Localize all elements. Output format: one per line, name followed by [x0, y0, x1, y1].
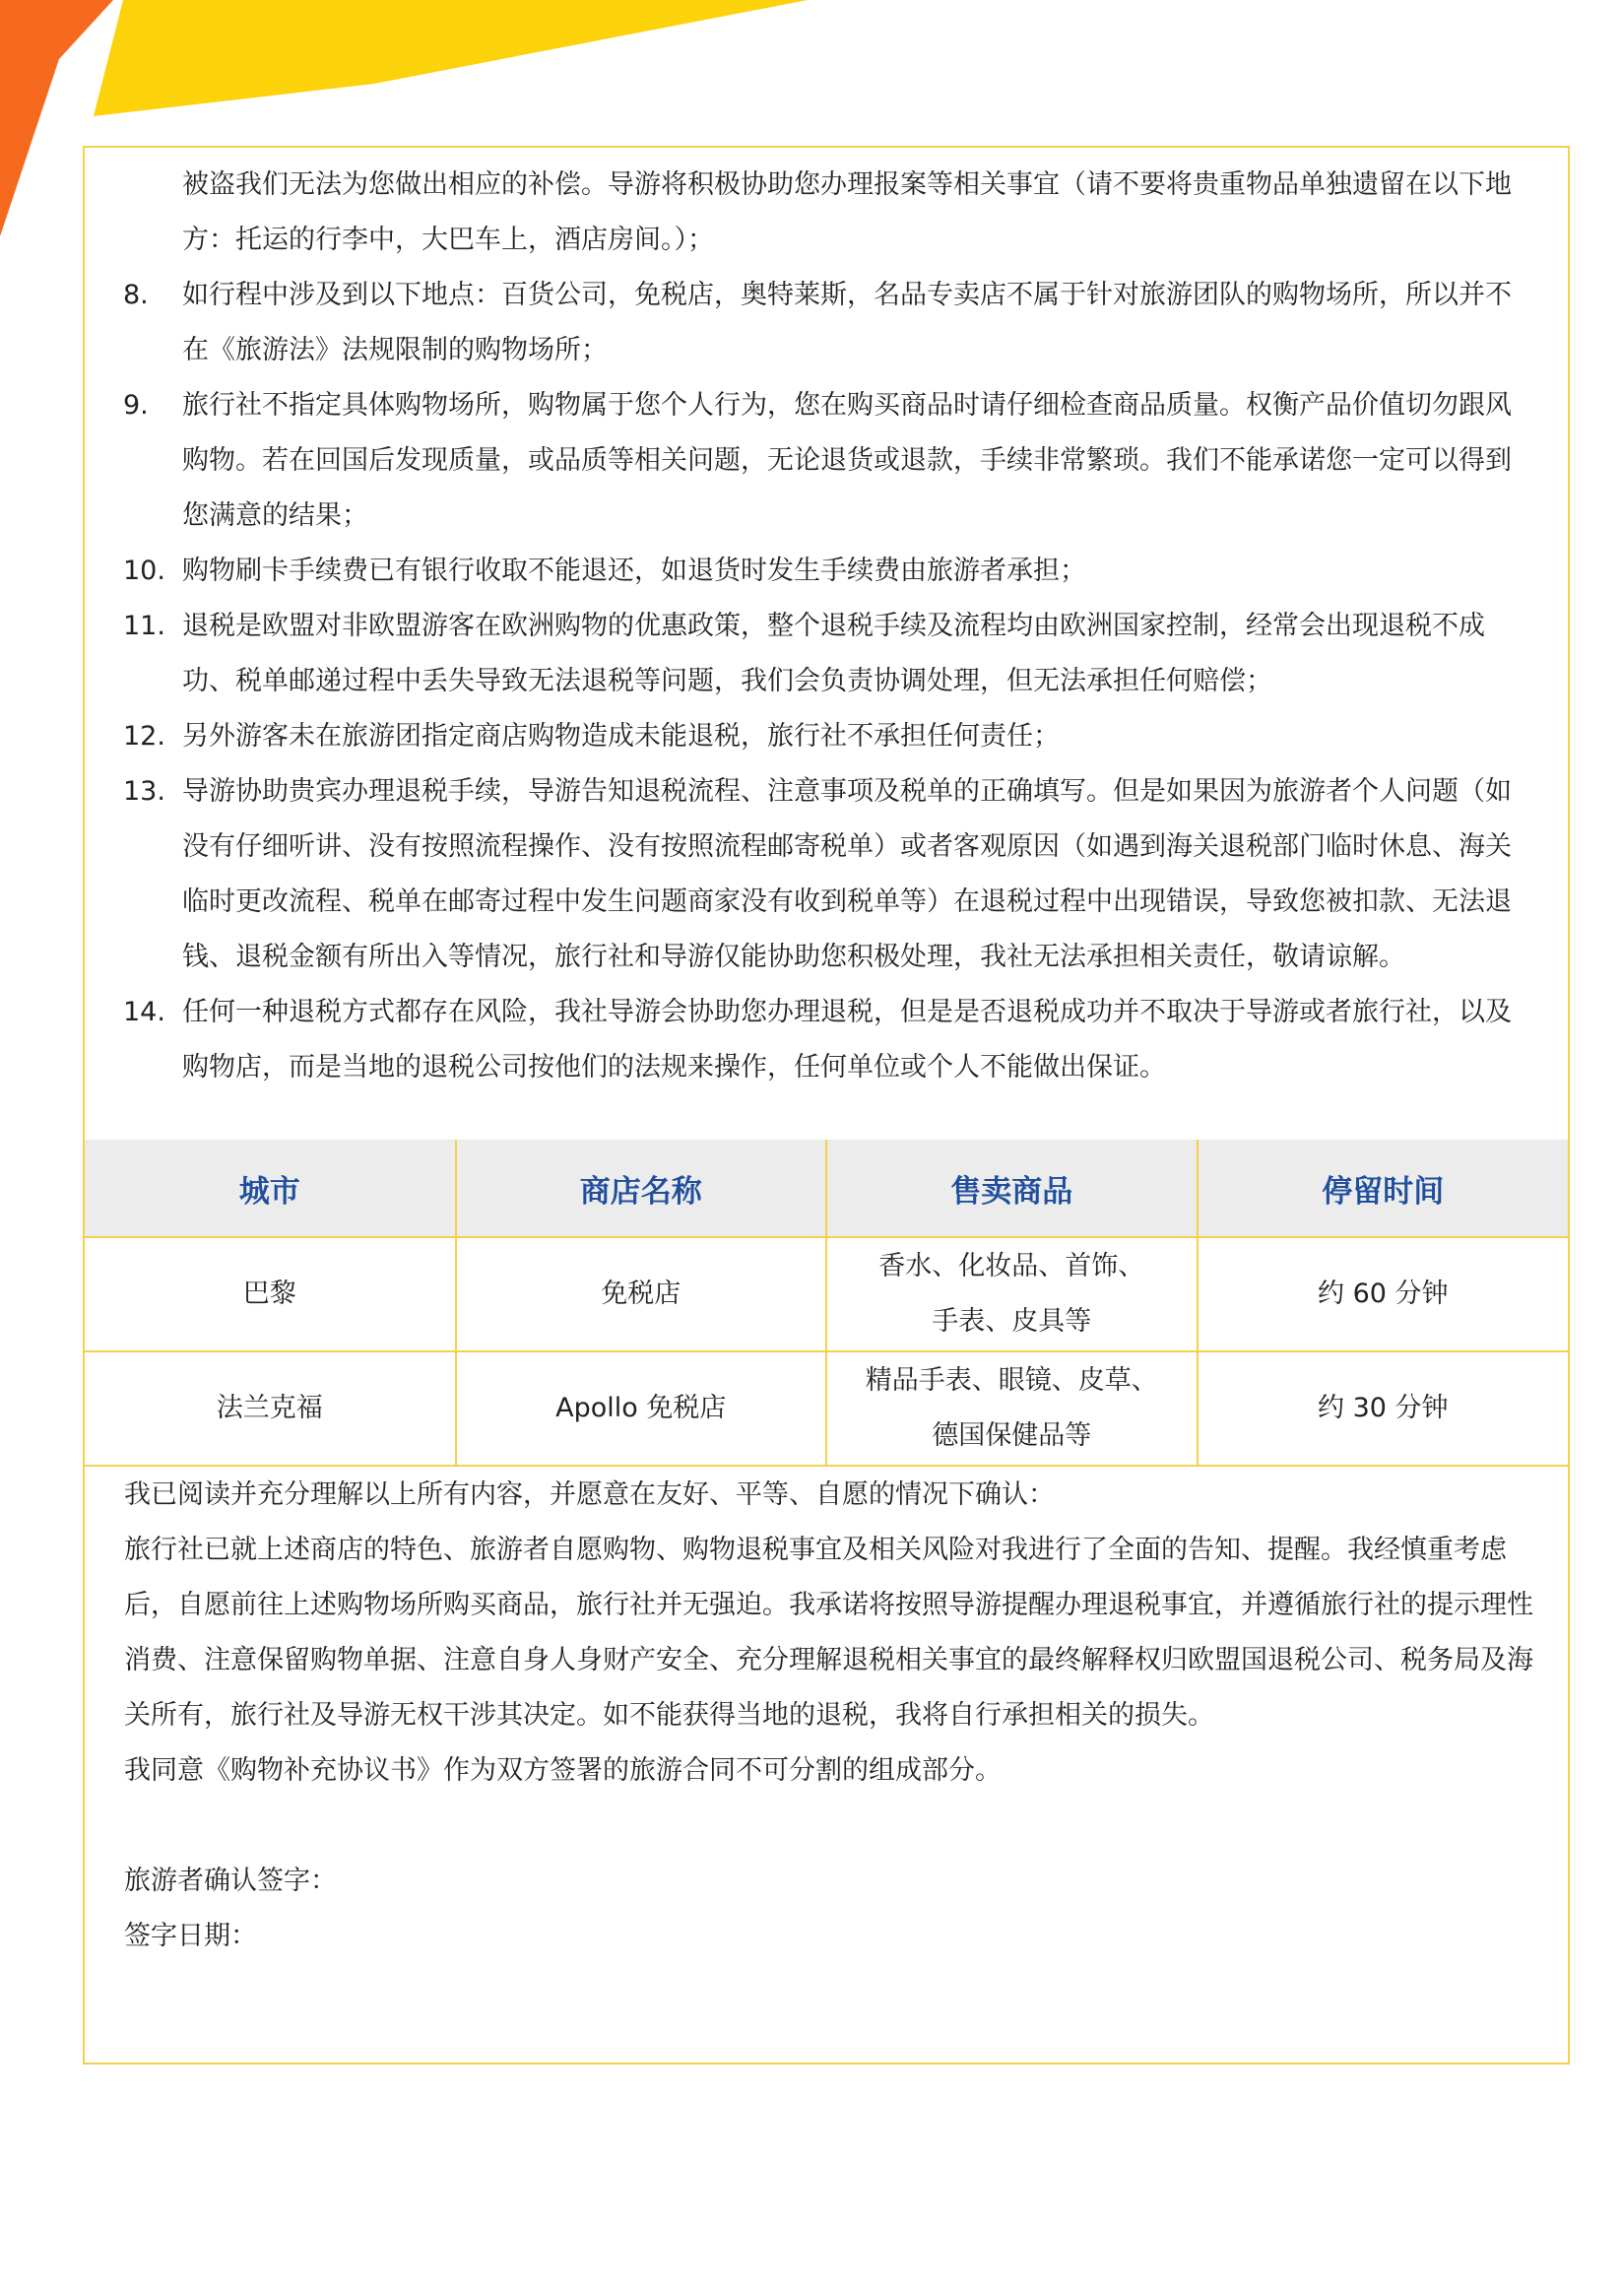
term-number: 8. — [123, 280, 149, 310]
cell-city: 巴黎 — [85, 1237, 456, 1351]
date-label: 签字日期： — [124, 1921, 257, 1951]
term-number: 14. — [123, 997, 165, 1027]
confirmation-section — [124, 1468, 1534, 1964]
term-item — [85, 378, 1572, 544]
terms-list — [85, 158, 1572, 1095]
term-text: 另外游客未在旅游团指定商店购物造成未能退税，旅行社不承担任何责任； — [182, 721, 1060, 752]
term-number: 11. — [123, 611, 165, 641]
term-item — [85, 268, 1572, 378]
shop-table — [85, 1140, 1568, 1467]
goods-line: 手表、皮具等 — [932, 1306, 1092, 1337]
goods-line: 精品手表、眼镜、皮草、 — [865, 1365, 1158, 1396]
term-number: 13. — [123, 776, 165, 807]
table-header-row — [85, 1140, 1568, 1237]
cell-goods — [826, 1237, 1198, 1351]
goods-line: 德国保健品等 — [932, 1420, 1092, 1451]
header-shop: 商店名称 — [456, 1140, 827, 1237]
cell-shop: Apollo 免税店 — [456, 1351, 827, 1466]
header-time: 停留时间 — [1198, 1140, 1569, 1237]
table-row — [85, 1237, 1568, 1351]
term-text: 导游协助贵宾办理退税手续，导游告知退税流程、注意事项及税单的正确填写。但是如果因为旅游者个人问题（如没有仔细听讲、没有按照流程操作、没有按照流程邮寄税单）或者客观原因（如遇到海关退税部门临时休息、海关临时更改流程、税单在邮寄过程中发生问题商家没有收到税单等）在退税过程中出现错误，导致您被扣款、无法退钱、退税金额有所出入等情况，旅行社和导游仅能协助您积极处理，我社无法承担相关责任，敬请谅解。 — [182, 776, 1512, 972]
header-goods: 售卖商品 — [826, 1140, 1198, 1237]
term-text: 旅行社不指定具体购物场所，购物属于您个人行为，您在购买商品时请仔细检查商品质量。权衡产品价值切勿跟风购物。若在回国后发现质量，或品质等相关问题，无论退货或退款，手续非常繁琐。我们不能承诺您一定可以得到您满意的结果； — [182, 390, 1512, 531]
term-item — [85, 158, 1572, 268]
goods-line: 香水、化妆品、首饰、 — [878, 1251, 1145, 1281]
term-text: 被盗我们无法为您做出相应的补偿。导游将积极协助您办理报案等相关事宜（请不要将贵重物品单独遗留在以下地方：托运的行李中，大巴车上，酒店房间。）； — [182, 169, 1512, 255]
term-text: 如行程中涉及到以下地点：百货公司，免税店，奥特莱斯，名品专卖店不属于针对旅游团队的购物场所，所以并不在《旅游法》法规限制的购物场所； — [182, 280, 1512, 365]
term-number: 9. — [123, 390, 149, 421]
spacer — [124, 1799, 1534, 1854]
header-city: 城市 — [85, 1140, 456, 1237]
term-item — [85, 985, 1572, 1095]
term-text: 购物刷卡手续费已有银行收取不能退还，如退货时发生手续费由旅游者承担； — [182, 556, 1086, 586]
term-number: 10. — [123, 556, 165, 586]
cell-city: 法兰克福 — [85, 1351, 456, 1466]
term-text: 任何一种退税方式都存在风险，我社导游会协助您办理退税，但是是否退税成功并不取决于导游或者旅行社，以及购物店，而是当地的退税公司按他们的法规来操作，任何单位或个人不能做出保证。 — [182, 997, 1512, 1082]
yellow-stripe — [94, 0, 808, 116]
table-row — [85, 1351, 1568, 1466]
confirmation-agreement: 我同意《购物补充协议书》作为双方签署的旅游合同不可分割的组成部分。 — [124, 1755, 1002, 1786]
signature-label: 旅游者确认签字： — [124, 1866, 337, 1896]
term-item — [85, 709, 1572, 764]
confirmation-intro: 我已阅读并充分理解以上所有内容，并愿意在友好、平等、自愿的情况下确认： — [124, 1479, 1055, 1510]
cell-goods — [826, 1351, 1198, 1466]
term-item — [85, 544, 1572, 599]
term-text: 退税是欧盟对非欧盟游客在欧洲购物的优惠政策，整个退税手续及流程均由欧洲国家控制，经常会出现退税不成功、税单邮递过程中丢失导致无法退税等问题，我们会负责协调处理，但无法承担任何赔偿； — [182, 611, 1485, 696]
term-item — [85, 764, 1572, 985]
confirmation-body: 旅行社已就上述商店的特色、旅游者自愿购物、购物退税事宜及相关风险对我进行了全面的告知、提醒。我经慎重考虑后，自愿前往上述购物场所购买商品，旅行社并无强迫。我承诺将按照导游提醒办理退税事宜，并遵循旅行社的提示理性消费、注意保留购物单据、注意自身人身财产安全、充分理解退税相关事宜的最终解释权归欧盟国退税公司、税务局及海关所有，旅行社及导游无权干涉其决定。如不能获得当地的退税，我将自行承担相关的损失。 — [124, 1535, 1533, 1731]
cell-time: 约 60 分钟 — [1198, 1237, 1569, 1351]
cell-shop: 免税店 — [456, 1237, 827, 1351]
document-frame — [83, 146, 1570, 2065]
term-item — [85, 599, 1572, 709]
term-number: 12. — [123, 721, 165, 752]
cell-time: 约 30 分钟 — [1198, 1351, 1569, 1466]
